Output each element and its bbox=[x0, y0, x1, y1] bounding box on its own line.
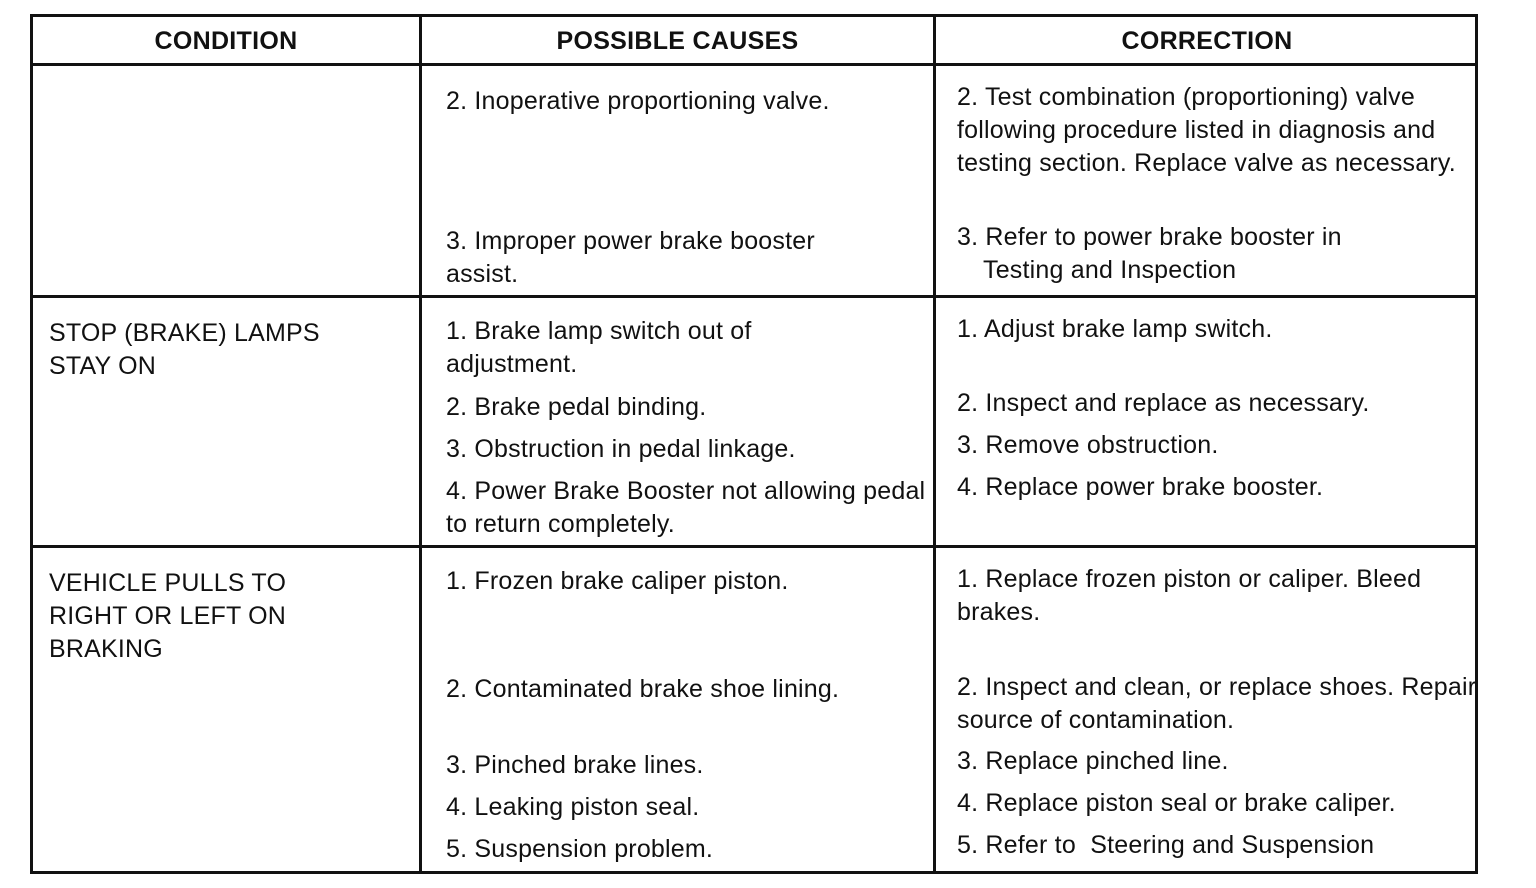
correction-text: 1. Replace frozen piston or caliper. Bleed brakes. bbox=[957, 565, 1422, 626]
correction-text: 4. Replace power brake booster. bbox=[957, 473, 1324, 501]
correction-text: 5. Refer to Steering and Suspension bbox=[957, 831, 1375, 859]
correction-line: 3. Refer to power brake booster in bbox=[957, 223, 1342, 251]
cause-text: 1. Frozen brake caliper piston. bbox=[446, 567, 789, 595]
cause-text: 4. Power Brake Booster not allowing pedal to return completely. bbox=[446, 477, 926, 538]
header-condition: CONDITION bbox=[154, 27, 298, 55]
condition-text: STOP (BRAKE) LAMPS STAY ON bbox=[49, 319, 320, 380]
correction-text: 2. Test combination (proportioning) valve following procedure listed in diagnosis and testing section. Replace valve as necessary. bbox=[957, 83, 1456, 177]
cause-text: 3. Improper power brake booster assist. bbox=[446, 227, 815, 288]
condition-text: VEHICLE PULLS TO RIGHT OR LEFT ON BRAKING bbox=[49, 569, 287, 663]
cause-text: 5. Suspension problem. bbox=[446, 835, 714, 863]
cause-text: 2. Brake pedal binding. bbox=[446, 393, 707, 421]
cause-text: 2. Inoperative proportioning valve. bbox=[446, 87, 830, 115]
header-divider bbox=[33, 63, 1475, 66]
cause-text: 1. Brake lamp switch out of adjustment. bbox=[446, 317, 752, 378]
row-divider-1 bbox=[33, 295, 1475, 298]
cause-text: 4. Leaking piston seal. bbox=[446, 793, 700, 821]
row-divider-2 bbox=[33, 545, 1475, 548]
correction-text: 2. Inspect and clean, or replace shoes. Repair source of contamination. bbox=[957, 673, 1477, 734]
correction-text: 4. Replace piston seal or brake caliper. bbox=[957, 789, 1396, 817]
header-correction: CORRECTION bbox=[1121, 27, 1293, 55]
diagnosis-table bbox=[30, 14, 1478, 874]
correction-text: 3. Replace pinched line. bbox=[957, 747, 1229, 775]
correction-text: 3. Remove obstruction. bbox=[957, 431, 1219, 459]
correction-line: Testing and Inspection bbox=[983, 256, 1237, 284]
cause-text: 2. Contaminated brake shoe lining. bbox=[446, 675, 840, 703]
column-divider-1 bbox=[419, 17, 422, 871]
correction-text bbox=[957, 221, 1477, 287]
correction-text: 1. Adjust brake lamp switch. bbox=[957, 315, 1273, 343]
correction-text: 2. Inspect and replace as necessary. bbox=[957, 389, 1370, 417]
column-divider-2 bbox=[933, 17, 936, 871]
cause-text: 3. Obstruction in pedal linkage. bbox=[446, 435, 796, 463]
header-possible-causes: POSSIBLE CAUSES bbox=[556, 27, 799, 55]
cause-text: 3. Pinched brake lines. bbox=[446, 751, 704, 779]
